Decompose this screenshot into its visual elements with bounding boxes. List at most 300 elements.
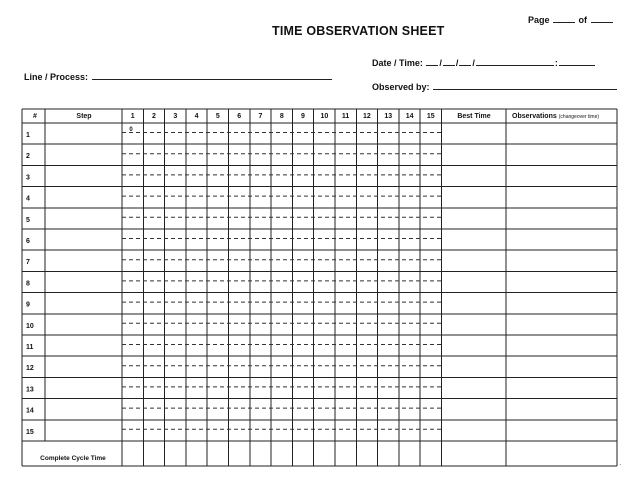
cycle-time-cell[interactable] <box>144 208 164 228</box>
cycle-time-cell[interactable] <box>165 187 185 207</box>
cycle-time-cell[interactable] <box>399 336 419 356</box>
cycle-time-cell[interactable] <box>250 293 270 313</box>
cycle-time-cell[interactable] <box>229 336 249 356</box>
cycle-time-cell[interactable] <box>293 187 313 207</box>
cycle-time-cell[interactable] <box>378 251 398 271</box>
step-cell[interactable] <box>46 336 122 356</box>
cycle-time-cell[interactable] <box>421 251 441 271</box>
cycle-time-cell[interactable] <box>165 420 185 440</box>
cycle-time-cell[interactable] <box>165 293 185 313</box>
complete-cycle-time-cell[interactable] <box>378 442 398 466</box>
cycle-time-cell[interactable] <box>399 145 419 165</box>
cycle-time-cell[interactable] <box>272 399 292 419</box>
cycle-time-cell[interactable] <box>336 420 356 440</box>
cycle-time-cell[interactable] <box>186 187 206 207</box>
step-cell[interactable] <box>46 293 122 313</box>
cycle-time-cell[interactable] <box>165 272 185 292</box>
cycle-time-cell[interactable] <box>186 336 206 356</box>
best-time-cell[interactable] <box>442 187 506 207</box>
cycle-time-cell[interactable] <box>144 272 164 292</box>
cycle-time-cell[interactable] <box>378 230 398 250</box>
cycle-time-cell[interactable] <box>165 145 185 165</box>
best-time-cell[interactable] <box>442 378 506 398</box>
cycle-time-cell[interactable] <box>186 124 206 144</box>
complete-cycle-time-cell[interactable] <box>144 442 164 466</box>
cycle-time-cell[interactable] <box>399 166 419 186</box>
cycle-time-cell[interactable] <box>336 357 356 377</box>
cycle-time-cell[interactable] <box>272 314 292 334</box>
best-time-cell[interactable] <box>442 272 506 292</box>
cycle-time-cell[interactable] <box>421 399 441 419</box>
cycle-time-cell[interactable] <box>314 251 334 271</box>
cycle-time-cell[interactable] <box>357 357 377 377</box>
cycle-time-cell[interactable] <box>123 187 143 207</box>
complete-cycle-time-cell[interactable] <box>314 442 334 466</box>
cycle-time-cell[interactable] <box>357 336 377 356</box>
cycle-time-cell[interactable] <box>293 293 313 313</box>
cycle-time-cell[interactable] <box>357 272 377 292</box>
cycle-time-cell[interactable] <box>378 378 398 398</box>
cycle-time-cell[interactable] <box>144 336 164 356</box>
step-cell[interactable] <box>46 187 122 207</box>
step-cell[interactable] <box>46 357 122 377</box>
step-cell[interactable] <box>46 251 122 271</box>
best-time-cell[interactable] <box>442 208 506 228</box>
cycle-time-cell[interactable] <box>357 378 377 398</box>
cycle-time-cell[interactable] <box>144 124 164 144</box>
cycle-time-cell[interactable] <box>336 293 356 313</box>
cycle-time-cell[interactable] <box>399 187 419 207</box>
cycle-time-cell[interactable] <box>357 124 377 144</box>
cycle-time-cell[interactable] <box>208 293 228 313</box>
cycle-time-cell[interactable] <box>123 272 143 292</box>
cycle-time-cell[interactable] <box>208 336 228 356</box>
cycle-time-cell[interactable] <box>123 314 143 334</box>
cycle-time-cell[interactable] <box>336 336 356 356</box>
cycle-time-cell[interactable] <box>272 420 292 440</box>
cycle-time-cell[interactable] <box>378 420 398 440</box>
cycle-time-cell[interactable] <box>208 378 228 398</box>
best-time-cell[interactable] <box>442 399 506 419</box>
cycle-time-cell[interactable] <box>165 166 185 186</box>
step-cell[interactable] <box>46 166 122 186</box>
step-cell[interactable] <box>46 378 122 398</box>
observations-cell[interactable] <box>507 420 617 440</box>
cycle-time-cell[interactable] <box>293 145 313 165</box>
complete-cycle-time-cell[interactable] <box>421 442 441 466</box>
cycle-time-cell[interactable] <box>250 166 270 186</box>
observations-cell[interactable] <box>507 314 617 334</box>
cycle-time-cell[interactable] <box>144 399 164 419</box>
cycle-time-cell[interactable] <box>421 293 441 313</box>
cycle-time-cell[interactable] <box>272 251 292 271</box>
best-time-cell[interactable] <box>442 166 506 186</box>
cycle-time-cell[interactable] <box>208 230 228 250</box>
cycle-time-cell[interactable] <box>229 208 249 228</box>
cycle-time-cell[interactable] <box>144 230 164 250</box>
cycle-time-cell[interactable] <box>272 336 292 356</box>
cycle-time-cell[interactable] <box>399 230 419 250</box>
cycle-time-cell[interactable] <box>165 251 185 271</box>
complete-cycle-time-cell[interactable] <box>186 442 206 466</box>
row-number-2: 2 <box>26 153 30 161</box>
cycle-time-cell[interactable] <box>165 314 185 334</box>
cycle-time-cell[interactable] <box>399 251 419 271</box>
cycle-time-cell[interactable] <box>186 251 206 271</box>
cycle-time-cell[interactable] <box>186 272 206 292</box>
cycle-time-cell[interactable] <box>293 251 313 271</box>
observations-cell[interactable] <box>507 272 617 292</box>
cycle-time-cell[interactable] <box>250 357 270 377</box>
cycle-time-cell[interactable] <box>293 357 313 377</box>
cycle-time-cell[interactable] <box>186 399 206 419</box>
header-cycle-3: 3 <box>173 113 178 120</box>
cycle-time-cell[interactable] <box>272 293 292 313</box>
row-number-1: 1 <box>26 132 30 139</box>
cycle-time-cell[interactable] <box>123 293 143 313</box>
cycle-time-cell[interactable] <box>272 124 292 144</box>
cycle-time-cell[interactable] <box>336 251 356 271</box>
cycle-time-cell[interactable] <box>272 145 292 165</box>
cycle-time-cell[interactable] <box>293 272 313 292</box>
step-cell[interactable] <box>46 420 122 440</box>
cycle-time-cell[interactable] <box>165 357 185 377</box>
cycle-time-cell[interactable] <box>399 420 419 440</box>
observations-cell[interactable] <box>507 187 617 207</box>
cycle-time-cell[interactable] <box>336 124 356 144</box>
complete-cycle-time-cell[interactable] <box>208 442 228 466</box>
cycle-time-cell[interactable] <box>336 378 356 398</box>
cycle-time-cell[interactable] <box>229 230 249 250</box>
cycle-time-cell[interactable] <box>336 187 356 207</box>
cycle-time-cell[interactable] <box>399 314 419 334</box>
cycle-time-cell[interactable] <box>144 187 164 207</box>
cycle-time-cell[interactable] <box>272 230 292 250</box>
cycle-time-cell[interactable] <box>144 251 164 271</box>
cycle-time-cell[interactable] <box>336 145 356 165</box>
cycle-time-cell[interactable] <box>144 420 164 440</box>
cycle-time-cell[interactable] <box>421 336 441 356</box>
date-time-field: Date / Time: / / / : <box>372 56 596 68</box>
cycle-time-cell[interactable] <box>314 124 334 144</box>
cycle-time-cell[interactable] <box>272 357 292 377</box>
best-time-cell[interactable] <box>442 336 506 356</box>
cycle-time-cell[interactable] <box>123 357 143 377</box>
page-of-label: of <box>578 15 588 25</box>
cycle-time-cell[interactable] <box>229 357 249 377</box>
cycle-time-cell[interactable] <box>357 314 377 334</box>
cycle-time-cell[interactable] <box>250 145 270 165</box>
best-time-cell[interactable] <box>442 314 506 334</box>
cycle-time-cell[interactable] <box>421 272 441 292</box>
cycle-time-cell[interactable] <box>123 145 143 165</box>
cycle-time-cell[interactable] <box>165 399 185 419</box>
cycle-time-cell[interactable] <box>399 357 419 377</box>
observations-cell[interactable] <box>507 145 617 165</box>
cycle-time-cell[interactable] <box>165 378 185 398</box>
cycle-time-cell[interactable] <box>250 420 270 440</box>
cycle-time-cell[interactable] <box>144 378 164 398</box>
cycle-time-cell[interactable] <box>357 251 377 271</box>
cycle-time-cell[interactable] <box>165 208 185 228</box>
observations-cell[interactable] <box>507 357 617 377</box>
cycle-time-cell[interactable] <box>229 251 249 271</box>
cycle-time-cell[interactable] <box>293 336 313 356</box>
observations-cell[interactable] <box>507 336 617 356</box>
best-time-cell[interactable] <box>442 124 506 144</box>
cycle-time-cell[interactable] <box>144 314 164 334</box>
cycle-time-cell[interactable] <box>314 272 334 292</box>
cycle-time-cell[interactable] <box>144 293 164 313</box>
observations-cell[interactable] <box>507 208 617 228</box>
cycle-time-cell[interactable] <box>314 208 334 228</box>
cycle-time-cell[interactable] <box>186 314 206 334</box>
cycle-time-cell[interactable] <box>314 357 334 377</box>
cycle-time-cell[interactable] <box>250 336 270 356</box>
cycle-time-cell[interactable] <box>208 208 228 228</box>
step-cell[interactable] <box>46 230 122 250</box>
cycle-time-cell[interactable] <box>293 124 313 144</box>
best-time-cell[interactable] <box>442 293 506 313</box>
cycle-time-cell[interactable] <box>399 272 419 292</box>
cycle-time-cell[interactable] <box>314 420 334 440</box>
cycle-time-cell[interactable] <box>208 166 228 186</box>
cycle-time-cell[interactable] <box>229 314 249 334</box>
cycle-time-cell[interactable] <box>293 399 313 419</box>
cycle-time-cell[interactable] <box>229 293 249 313</box>
cycle-time-cell[interactable] <box>421 230 441 250</box>
step-cell[interactable] <box>46 314 122 334</box>
cycle-time-cell[interactable] <box>399 293 419 313</box>
cycle-time-cell[interactable] <box>123 399 143 419</box>
cycle-time-cell[interactable] <box>229 124 249 144</box>
cycle-time-cell[interactable] <box>123 208 143 228</box>
complete-cycle-time-cell[interactable] <box>250 442 270 466</box>
cycle-time-cell[interactable] <box>229 420 249 440</box>
cycle-time-cell[interactable] <box>165 124 185 144</box>
cycle-time-cell[interactable] <box>229 399 249 419</box>
observations-cell[interactable] <box>507 166 617 186</box>
best-time-cell[interactable] <box>442 145 506 165</box>
row-number-13: 13 <box>26 386 34 394</box>
cycle-time-cell[interactable] <box>399 124 419 144</box>
cycle-time-cell[interactable] <box>357 166 377 186</box>
cycle-time-cell[interactable] <box>208 272 228 292</box>
cycle-time-cell[interactable] <box>208 357 228 377</box>
observations-cell[interactable] <box>507 399 617 419</box>
cycle-time-cell[interactable] <box>186 420 206 440</box>
cycle-time-cell[interactable] <box>186 166 206 186</box>
cycle-time-cell[interactable] <box>123 336 143 356</box>
complete-observations-cell[interactable] <box>507 442 617 466</box>
observations-cell[interactable] <box>507 251 617 271</box>
cycle-time-cell[interactable] <box>272 166 292 186</box>
cycle-time-cell[interactable] <box>378 399 398 419</box>
best-time-cell[interactable] <box>442 251 506 271</box>
cycle-time-cell[interactable] <box>123 251 143 271</box>
cycle-time-cell[interactable] <box>250 378 270 398</box>
cycle-time-cell[interactable] <box>229 378 249 398</box>
cycle-time-cell[interactable] <box>336 166 356 186</box>
cycle-time-cell[interactable] <box>314 187 334 207</box>
cycle-time-cell[interactable] <box>357 293 377 313</box>
cycle-time-cell[interactable] <box>399 208 419 228</box>
cycle-time-cell[interactable] <box>357 187 377 207</box>
cycle-time-cell[interactable] <box>336 399 356 419</box>
cycle-time-cell[interactable] <box>378 314 398 334</box>
cycle-time-cell[interactable] <box>314 314 334 334</box>
cycle-time-cell[interactable] <box>186 230 206 250</box>
cycle-time-cell[interactable] <box>293 314 313 334</box>
cycle-time-cell[interactable] <box>123 166 143 186</box>
cycle-time-cell[interactable] <box>123 420 143 440</box>
cycle-time-cell[interactable] <box>250 187 270 207</box>
cycle-time-cell[interactable] <box>272 187 292 207</box>
best-time-cell[interactable] <box>442 420 506 440</box>
cycle-time-cell[interactable] <box>186 293 206 313</box>
cycle-time-cell[interactable] <box>229 272 249 292</box>
cycle-time-cell[interactable] <box>357 145 377 165</box>
cycle-time-cell[interactable] <box>336 208 356 228</box>
step-cell[interactable] <box>46 124 122 144</box>
cycle-time-cell[interactable] <box>314 399 334 419</box>
cycle-time-cell[interactable] <box>378 187 398 207</box>
cycle-time-cell[interactable] <box>314 336 334 356</box>
cycle-time-cell[interactable] <box>272 272 292 292</box>
cycle-time-cell[interactable] <box>165 230 185 250</box>
cycle-time-cell[interactable] <box>186 208 206 228</box>
cycle-time-cell[interactable] <box>250 124 270 144</box>
cycle-time-cell[interactable] <box>123 124 143 144</box>
cycle-time-cell[interactable] <box>208 145 228 165</box>
observations-cell[interactable] <box>507 230 617 250</box>
cycle-time-cell[interactable] <box>123 230 143 250</box>
cycle-time-cell[interactable] <box>378 208 398 228</box>
step-cell[interactable] <box>46 399 122 419</box>
cycle-time-cell[interactable] <box>421 420 441 440</box>
cycle-time-cell[interactable] <box>378 145 398 165</box>
cycle-time-cell[interactable] <box>144 357 164 377</box>
step-cell[interactable] <box>46 145 122 165</box>
complete-cycle-time-cell[interactable] <box>399 442 419 466</box>
header-cycle-12: 12 <box>363 113 371 120</box>
cycle-time-cell[interactable] <box>378 124 398 144</box>
cycle-time-cell[interactable] <box>314 293 334 313</box>
cycle-time-cell[interactable] <box>186 357 206 377</box>
cycle-time-cell[interactable] <box>250 314 270 334</box>
cycle-time-cell[interactable] <box>186 145 206 165</box>
cycle-time-cell[interactable] <box>357 208 377 228</box>
cycle-time-cell[interactable] <box>250 272 270 292</box>
best-time-cell[interactable] <box>442 357 506 377</box>
observations-cell[interactable] <box>507 378 617 398</box>
cycle-time-cell[interactable] <box>336 230 356 250</box>
header-observations <box>512 113 599 120</box>
cycle-time-cell[interactable] <box>399 378 419 398</box>
observations-cell[interactable] <box>507 124 617 144</box>
cycle-time-cell[interactable] <box>208 399 228 419</box>
cycle-time-cell[interactable] <box>123 378 143 398</box>
cycle-time-cell[interactable] <box>378 293 398 313</box>
cycle-time-cell[interactable] <box>250 208 270 228</box>
observations-cell[interactable] <box>507 293 617 313</box>
cycle-time-cell[interactable] <box>208 420 228 440</box>
cycle-time-cell[interactable] <box>165 336 185 356</box>
cycle-time-cell[interactable] <box>357 230 377 250</box>
cycle-time-cell[interactable] <box>336 314 356 334</box>
step-cell[interactable] <box>46 208 122 228</box>
header-observations-label: Observations <box>512 113 557 120</box>
cycle-time-cell[interactable] <box>357 399 377 419</box>
cycle-time-cell[interactable] <box>378 166 398 186</box>
complete-cycle-time-cell[interactable] <box>357 442 377 466</box>
complete-cycle-time-cell[interactable] <box>123 442 143 466</box>
cycle-time-cell[interactable] <box>144 166 164 186</box>
page-label: Page <box>528 15 550 25</box>
complete-cycle-time-cell[interactable] <box>293 442 313 466</box>
best-time-cell[interactable] <box>442 230 506 250</box>
row-number-10: 10 <box>26 322 34 330</box>
cycle-time-cell[interactable] <box>272 208 292 228</box>
cycle-time-cell[interactable] <box>229 187 249 207</box>
cycle-time-cell[interactable] <box>229 166 249 186</box>
cycle-time-cell[interactable] <box>293 420 313 440</box>
cycle-time-cell[interactable] <box>421 187 441 207</box>
cycle-time-cell[interactable] <box>378 272 398 292</box>
cycle-time-cell[interactable] <box>421 357 441 377</box>
cycle-time-cell[interactable] <box>314 145 334 165</box>
cycle-time-cell[interactable] <box>421 314 441 334</box>
cycle-time-cell[interactable] <box>421 208 441 228</box>
cycle-time-cell[interactable] <box>250 230 270 250</box>
cycle-time-cell[interactable] <box>314 230 334 250</box>
cycle-time-cell[interactable] <box>421 378 441 398</box>
complete-cycle-time-cell[interactable] <box>165 442 185 466</box>
cycle-time-cell[interactable] <box>314 378 334 398</box>
cycle-time-cell[interactable] <box>229 145 249 165</box>
cycle-time-cell[interactable] <box>378 336 398 356</box>
cycle-time-cell[interactable] <box>421 145 441 165</box>
cycle-time-cell[interactable] <box>208 314 228 334</box>
cycle-time-cell[interactable] <box>293 208 313 228</box>
cycle-time-cell[interactable] <box>208 124 228 144</box>
cycle-time-cell[interactable] <box>208 187 228 207</box>
header-number: # <box>33 113 37 120</box>
cycle-time-cell[interactable] <box>250 251 270 271</box>
cycle-time-cell[interactable] <box>293 230 313 250</box>
cycle-time-cell[interactable] <box>250 399 270 419</box>
step-cell[interactable] <box>46 272 122 292</box>
cycle-time-cell[interactable] <box>293 166 313 186</box>
cycle-time-cell[interactable] <box>336 272 356 292</box>
cycle-time-cell[interactable] <box>378 357 398 377</box>
cycle-time-cell[interactable] <box>272 378 292 398</box>
complete-best-time-cell[interactable] <box>442 442 506 466</box>
cycle-time-cell[interactable] <box>314 166 334 186</box>
complete-cycle-time-cell[interactable] <box>336 442 356 466</box>
cycle-time-cell[interactable] <box>186 378 206 398</box>
cycle-time-cell[interactable] <box>208 251 228 271</box>
cycle-time-cell[interactable] <box>144 145 164 165</box>
header-step: Step <box>76 113 92 120</box>
cycle-time-cell[interactable] <box>421 124 441 144</box>
cycle-time-cell[interactable] <box>399 399 419 419</box>
cycle-time-cell[interactable] <box>357 420 377 440</box>
complete-cycle-time-cell[interactable] <box>229 442 249 466</box>
cycle-time-cell[interactable] <box>421 166 441 186</box>
cycle-time-cell[interactable] <box>293 378 313 398</box>
complete-cycle-time-cell[interactable] <box>272 442 292 466</box>
